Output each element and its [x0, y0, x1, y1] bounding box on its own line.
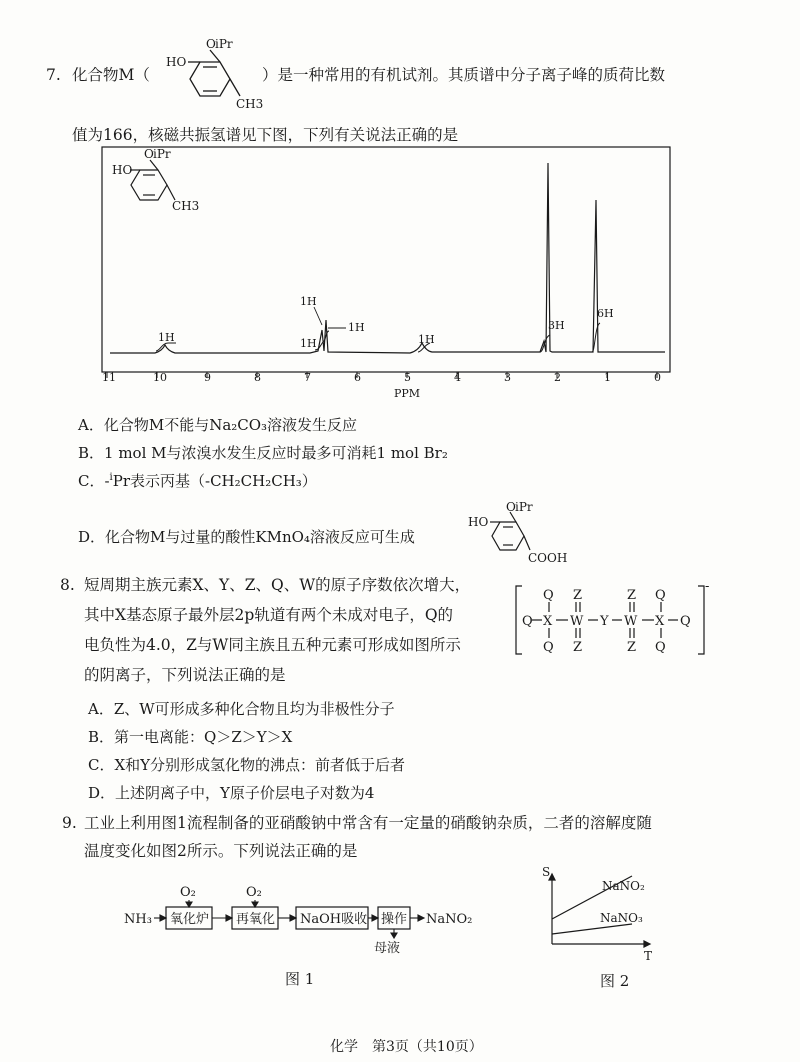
- nmr-tick-11: 11: [102, 371, 116, 384]
- anion-x-right: X: [655, 614, 665, 629]
- anion-x-left: X: [543, 614, 553, 629]
- nmr-mol-o: O: [144, 147, 154, 161]
- q7-d-mol-ipr: iPr: [515, 500, 533, 514]
- anion-z-top-right: Z: [627, 588, 637, 603]
- flow-box3-label: NaOH吸收: [300, 912, 368, 927]
- nmr-tick-0: 0: [654, 371, 661, 384]
- fig1-flowchart: [124, 880, 484, 956]
- nmr-peak-label-7a: 1H: [300, 295, 317, 308]
- fig2-caption: 图 2: [600, 972, 630, 990]
- q7-option-d: D．化合物M与过量的酸性KMnO₄溶液反应可生成: [78, 528, 415, 546]
- q7-d-mol-cooh: COOH: [528, 551, 568, 565]
- anion-q-bottom-left: Q: [543, 640, 554, 655]
- nmr-tick-9: 9: [204, 371, 211, 384]
- fig2-solubility-graph: [540, 864, 660, 964]
- nmr-frame: [102, 147, 670, 372]
- anion-w-left: W: [570, 614, 584, 629]
- fig1-caption: 图 1: [285, 970, 315, 988]
- q9-line2: 温度变化如图2所示。下列说法正确的是: [84, 842, 358, 860]
- q8-line1: 短周期主族元素X、Y、Z、Q、W的原子序数依次增大，: [84, 576, 471, 594]
- q8-option-a: A．Z、W可形成多种化合物且均为非极性分子: [88, 700, 395, 718]
- nmr-tick-10: 10: [153, 371, 167, 384]
- nmr-peak-label-7b: 1H: [348, 321, 365, 334]
- q7-option-c-sup: i: [109, 472, 113, 483]
- anion-q-bottom-right: Q: [655, 640, 666, 655]
- fig2-nano3-line: [552, 924, 632, 934]
- fig2-nano3-label: NaNO₃: [600, 911, 643, 925]
- q7-option-c: [78, 470, 317, 491]
- flow-box1-label: 氧化炉: [170, 912, 210, 927]
- flow-o2-1: O₂: [180, 885, 196, 900]
- fig2-s-label: S: [542, 865, 551, 879]
- anion-w-right: W: [624, 614, 638, 629]
- nmr-tick-8: 8: [254, 371, 261, 384]
- q8-option-d: D．上述阴离子中，Y原子价层电子对数为4: [88, 784, 375, 802]
- q7-mol-o: O: [206, 37, 216, 51]
- nmr-xlabel: PPM: [394, 387, 421, 400]
- anion-z-top-left: Z: [573, 588, 583, 603]
- q7-option-a: A．化合物M不能与Na₂CO₃溶液发生反应: [78, 416, 358, 434]
- nmr-peak-label-47: 1H: [418, 333, 435, 346]
- nmr-tick-7: 7: [304, 371, 311, 384]
- flow-box4-label: 操作: [381, 912, 408, 927]
- q7-option-c-text: Pr表示丙基（-CH₂CH₂CH₃）: [112, 472, 317, 490]
- q8-line3: 电负性为4.0，Z与W同主族且五种元素可形成如图所示: [84, 636, 461, 654]
- q8-anion-structure: [512, 580, 712, 660]
- q7-d-mol-o: O: [506, 500, 516, 514]
- fig2-t-label: T: [644, 949, 653, 963]
- nmr-tick-2: 2: [554, 371, 561, 384]
- q7-d-mol-ho: HO: [468, 515, 489, 529]
- nmr-peak-label-13: 6H: [597, 307, 614, 320]
- q7-line2: 值为166，核磁共振氢谱见下图，下列有关说法正确的是: [72, 126, 459, 144]
- flow-mother-liquor: 母液: [374, 941, 401, 956]
- nmr-peak-label-22: 3H: [548, 319, 565, 332]
- nmr-tick-1: 1: [604, 371, 611, 384]
- nmr-trace: [110, 163, 665, 353]
- q9-line1: 工业上利用图1流程制备的亚硝酸钠中常含有一定量的硝酸钠杂质，二者的溶解度随: [84, 814, 652, 832]
- anion-z-bottom-left: Z: [573, 640, 583, 655]
- nmr-tick-3: 3: [504, 371, 511, 384]
- anion-q-top-left: Q: [543, 588, 554, 603]
- nmr-tick-5: 5: [404, 371, 411, 384]
- q7-line1-b: ）是一种常用的有机试剂。其质谱中分子离子峰的质荷比数: [262, 66, 666, 84]
- q8-option-c: C．X和Y分别形成氢化物的沸点：前者低于后者: [88, 756, 406, 774]
- anion-z-bottom-right: Z: [627, 640, 637, 655]
- nmr-mol-ipr: iPr: [153, 147, 171, 161]
- q7-option-d-molecule: [466, 500, 586, 566]
- nmr-peak-label-7c: 1H: [300, 337, 317, 350]
- anion-q-right: Q: [680, 614, 691, 629]
- q9-number: 9.: [62, 814, 77, 832]
- q7-molecule-structure: [158, 32, 270, 110]
- nmr-mol-ch3: CH3: [172, 199, 200, 213]
- flow-nh3: NH₃: [124, 912, 152, 927]
- nmr-peak-label-10: 1H: [158, 331, 175, 344]
- anion-q-top-right: Q: [655, 588, 666, 603]
- q7-mol-ipr: iPr: [215, 37, 233, 51]
- anion-charge: -: [705, 580, 710, 594]
- nmr-mol-ho: HO: [112, 163, 133, 177]
- flow-box2-label: 再氧化: [236, 912, 276, 927]
- nmr-tick-6: 6: [354, 371, 361, 384]
- q8-line4: 的阴离子，下列说法正确的是: [84, 666, 286, 684]
- page-footer: 化学 第3页（共10页）: [330, 1039, 483, 1055]
- nmr-spectrum: [100, 145, 675, 405]
- anion-y: Y: [600, 614, 609, 629]
- q8-line2: 其中X基态原子最外层2p轨道有两个未成对电子，Q的: [84, 606, 454, 624]
- q7-option-b: B．1 mol M与浓溴水发生反应时最多可消耗1 mol Br₂: [78, 444, 448, 462]
- q8-option-b: B．第一电离能：Q＞Z＞Y＞X: [88, 728, 293, 746]
- q8-number: 8.: [60, 576, 75, 594]
- q7-mol-ho: HO: [166, 55, 187, 69]
- q7-number: 7.: [46, 66, 61, 84]
- q7-option-c-prefix: C．-: [78, 472, 110, 490]
- anion-q-left: Q: [522, 614, 533, 629]
- q7-mol-ch3: CH3: [236, 97, 264, 110]
- nmr-tick-4: 4: [454, 371, 461, 384]
- fig2-nano2-label: NaNO₂: [602, 879, 645, 893]
- flow-o2-2: O₂: [246, 885, 262, 900]
- q7-line1-a: 化合物M（: [72, 66, 150, 84]
- flow-nano2: NaNO₂: [426, 912, 473, 927]
